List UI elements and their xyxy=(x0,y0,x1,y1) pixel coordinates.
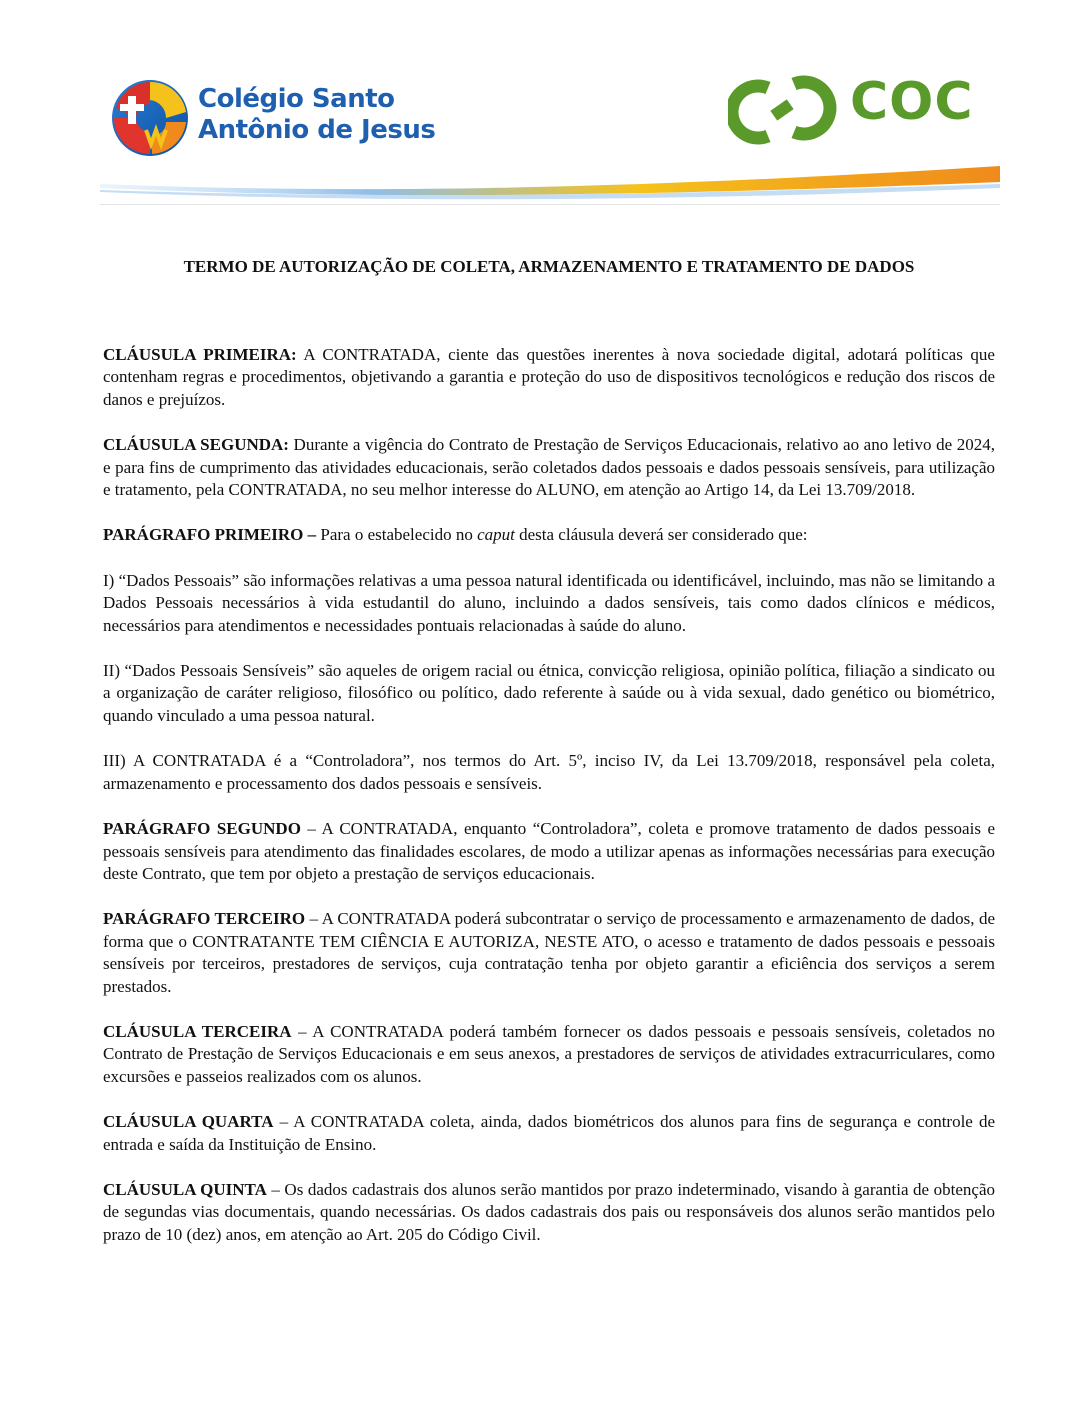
item-iii: III) A CONTRATADA é a “Controladora”, nos termos do Art. 5º, inciso IV, da Lei 13.709/2018, responsável pela coleta, armazenamento e processamento dos dados pessoais e sensíveis. xyxy=(103,751,995,793)
school-name-line1: Colégio Santo xyxy=(198,84,395,114)
clause-text: – A CONTRATADA poderá também fornecer os dados pessoais e pessoais sensíveis, coletados no Contrato de Prestação de Serviços Educacionais e em seus anexos, a prestadores de serviços de atividades extracurriculares, como excursões e passeios realizados com os alunos. xyxy=(103,1021,996,1086)
clause-fifth xyxy=(103,1179,995,1246)
clause-text: – Os dados cadastrais dos alunos serão mantidos por prazo indeterminado, visando à garantia de obtenção de segundas vias documentais, quando necessárias. Os dados cadastrais dos pais ou responsáveis dos alunos serão mantidos pelo prazo de 10 (dez) anos, em atenção ao Art. 205 do Código Civil. xyxy=(103,1179,995,1244)
clause-text: – A CONTRATADA, enquanto “Controladora”, coleta e promove tratamento de dados pessoais e pessoais sensíveis para atendimento das finalidades escolares, de modo a utilizar apenas as informações necessárias para execução deste Contrato, que tem por objeto a prestação de serviços educacionais. xyxy=(103,819,995,883)
header-swoosh xyxy=(100,160,1000,200)
clause-label: PARÁGRAFO TERCEIRO xyxy=(103,909,306,929)
clause-label: CLÁUSULA TERCEIRA xyxy=(103,1021,292,1041)
document-body xyxy=(103,256,995,1269)
coc-wordmark: COC xyxy=(850,72,974,132)
clause-text: A CONTRATADA, ciente das questões inerentes à nova sociedade digital, adotará políticas que contenham regras e procedimentos, objetivando a garantia e proteção do uso de dispositivos tecnológicos e redução dos riscos de danos e prejuízos. xyxy=(103,345,995,409)
clause-text: – A CONTRATADA poderá subcontratar o serviço de processamento e armazenamento de dados, de forma que o CONTRATANTE TEM CIÊNCIA E AUTORIZA, NESTE ATO, o acesso e tratamento de dados pessoais e pessoais sensíveis por terceiros, prestadores de serviços, cuja contratação tenha por objeto garantir a eficiência dos serviços a serem prestados. xyxy=(103,909,996,996)
clause-text: – A CONTRATADA coleta, ainda, dados biométricos dos alunos para fins de segurança e controle de entrada e saída da Instituição de Ensino. xyxy=(103,1112,996,1154)
clause-text: desta cláusula deverá ser considerado que: xyxy=(514,525,808,545)
clause-fourth xyxy=(103,1111,995,1156)
paragraph-second xyxy=(103,818,995,885)
clause-text: Para o estabelecido no xyxy=(316,525,478,545)
item-i: I) “Dados Pessoais” são informações relativas a uma pessoa natural identificada ou identificável, incluindo, mas não se limitando a Dados Pessoais necessários à vida estudantil do aluno, incluindo a dados sensíveis, tais como dados clínicos e médicos, necessários para atendimentos e necessidades pontuais relacionadas à saúde do aluno. xyxy=(103,570,995,635)
clause-first xyxy=(103,344,995,411)
item-ii: II) “Dados Pessoais Sensíveis” são aqueles de origem racial ou étnica, convicção religiosa, opinião política, filiação a sindicato ou a organização de caráter religioso, filosófico ou político, dado referente à saúde ou à vida sexual, dado genético ou biométrico, quando vinculado a uma pessoa natural. xyxy=(103,661,995,725)
letterhead xyxy=(0,0,1088,210)
coc-logo xyxy=(728,74,988,154)
clause-label: PARÁGRAFO SEGUNDO xyxy=(103,819,301,839)
clause-label: CLÁUSULA QUARTA xyxy=(103,1112,274,1132)
school-name xyxy=(198,84,435,146)
clause-label: CLÁUSULA PRIMEIRA: xyxy=(103,345,297,364)
clause-third xyxy=(103,1021,995,1088)
coc-mark-icon xyxy=(728,74,838,146)
school-logo xyxy=(110,78,470,158)
clause-label: CLÁUSULA SEGUNDA: xyxy=(103,435,289,455)
clause-text: Durante a vigência do Contrato de Prestação de Serviços Educacionais, relativo ao ano letivo de 2024, e para fins de cumprimento das atividades educacionais, serão coletados dados pessoais e dados pessoais sensíveis, para utilização e tratamento, pela CONTRATADA, no seu melhor interesse do ALUNO, em atenção ao Artigo 14, da Lei 13.709/2018. xyxy=(103,435,995,500)
clause-label: CLÁUSULA QUINTA xyxy=(103,1179,267,1199)
document-title: TERMO DE AUTORIZAÇÃO DE COLETA, ARMAZENAMENTO E TRATAMENTO DE DADOS xyxy=(183,257,915,276)
paragraph-first xyxy=(103,524,995,546)
paragraph-third xyxy=(103,908,995,998)
header-divider xyxy=(100,204,1000,205)
clause-second xyxy=(103,434,995,501)
clause-label: PARÁGRAFO PRIMEIRO – xyxy=(103,525,317,545)
clause-italic: caput xyxy=(477,525,515,545)
school-name-line2: Antônio de Jesus xyxy=(198,115,436,145)
school-crest-icon xyxy=(110,78,194,158)
